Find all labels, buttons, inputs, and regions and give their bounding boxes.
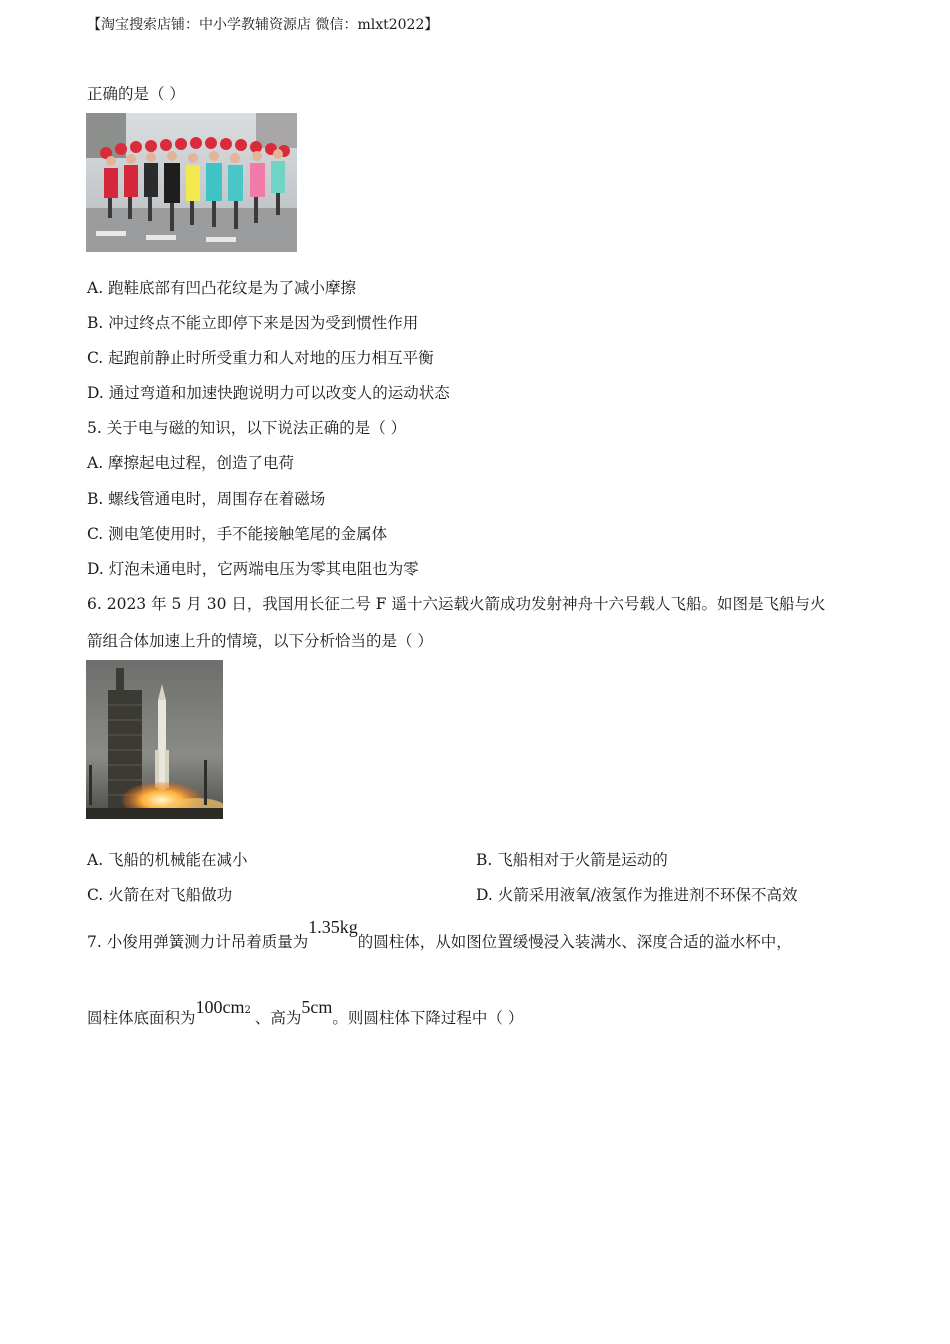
q6-option-a: A. 飞船的机械能在减小 — [87, 851, 248, 869]
q7-text-part4: 、高为 — [254, 1009, 302, 1027]
marathon-runners-photo — [86, 113, 297, 252]
q5-option-d: D. 灯泡未通电时，它两端电压为零其电阻也为零 — [87, 560, 419, 578]
q7-text-part1: 7. 小俊用弹簧测力计吊着质量为 — [87, 933, 309, 951]
q5-option-c: C. 测电笔使用时，手不能接触笔尾的金属体 — [87, 525, 388, 543]
q7-stem-line1 — [87, 917, 792, 952]
q6-stem-line2: 箭组合体加速上升的情境，以下分析恰当的是（ ） — [87, 632, 433, 650]
q6-option-d: D. 火箭采用液氧/液氢作为推进剂不环保不高效 — [476, 886, 798, 904]
q7-text-part5: 。则圆柱体下降过程中（ ） — [332, 1009, 524, 1027]
q7-text-part3: 圆柱体底面积为 — [87, 1009, 196, 1027]
q4-option-c: C. 起跑前静止时所受重力和人对地的压力相互平衡 — [87, 349, 434, 367]
q4-option-d: D. 通过弯道和加速快跑说明力可以改变人的运动状态 — [87, 384, 450, 402]
q7-area-value: 100cm — [195, 997, 245, 1017]
q6-option-c: C. 火箭在对飞船做功 — [87, 886, 233, 904]
q5-stem: 5. 关于电与磁的知识，以下说法正确的是（ ） — [87, 419, 407, 437]
q7-stem-line2 — [87, 997, 524, 1028]
q4-option-a: A. 跑鞋底部有凹凸花纹是为了减小摩擦 — [87, 279, 357, 297]
q5-option-b: B. 螺线管通电时，周围存在着磁场 — [87, 490, 326, 508]
q6-stem-line1: 6. 2023 年 5 月 30 日，我国用长征二号 F 遥十六运载火箭成功发射神舟十六号载人飞船。如图是飞船与火 — [87, 595, 826, 613]
q6-option-b: B. 飞船相对于火箭是运动的 — [476, 851, 668, 869]
q7-mass-value: 1.35kg — [308, 917, 358, 937]
q7-height-value: 5cm — [301, 997, 333, 1017]
q5-option-a: A. 摩擦起电过程，创造了电荷 — [87, 454, 295, 472]
q4-stem-tail: 正确的是（ ） — [87, 85, 185, 103]
page-header-banner: 【淘宝搜索店铺：中小学教辅资源店 微信：mlxt2022】 — [87, 17, 439, 33]
q7-area-exponent: 2 — [244, 1005, 251, 1016]
rocket-launch-photo — [86, 660, 223, 819]
q4-option-b: B. 冲过终点不能立即停下来是因为受到惯性作用 — [87, 314, 419, 332]
q7-text-part2: 的圆柱体，从如图位置缓慢浸入装满水、深度合适的溢水杯中， — [357, 933, 792, 951]
